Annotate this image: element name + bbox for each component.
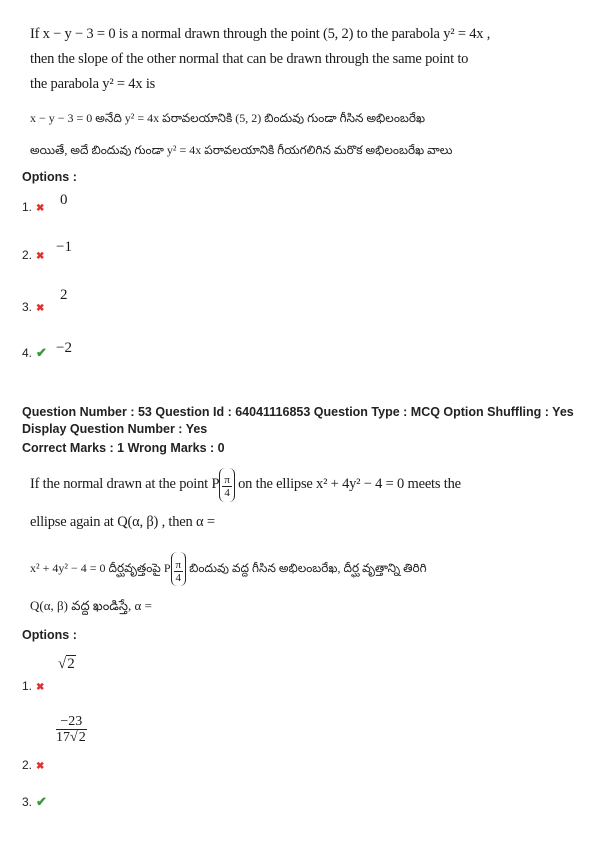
q52-option-3-value: 2 [60, 287, 68, 303]
correct-mark-icon: ✔ [36, 794, 47, 809]
fraction-denominator: 4 [224, 486, 230, 499]
wrong-mark-icon: ✖ [36, 203, 45, 214]
q53-text-line1 [30, 466, 461, 502]
q53-text-line2: ellipse again at Q(α, β) , then α = [30, 514, 215, 530]
correct-mark-icon: ✔ [36, 345, 47, 360]
option-number: 3. [22, 795, 33, 809]
q53-header-line2: Display Question Number : Yes [22, 422, 208, 436]
q52-text-line1: If x − y − 3 = 0 is a normal drawn through the point (5, 2) to the parabola y² = 4x , [30, 26, 491, 42]
fraction-denominator: 4 [175, 572, 182, 584]
q53-header-line3: Correct Marks : 1 Wrong Marks : 0 [22, 441, 225, 455]
radicand: 2 [78, 730, 86, 746]
coefficient: 17 [56, 730, 70, 746]
q53-options-label: Options : [22, 628, 77, 642]
q52-option-1-value: 0 [60, 192, 68, 208]
option-number: 1. [22, 679, 33, 693]
wrong-mark-icon: ✖ [36, 761, 45, 772]
q53-text-post: on the ellipse x² + 4y² − 4 = 0 meets the [238, 476, 461, 492]
angle-fraction [219, 468, 234, 502]
wrong-mark-icon: ✖ [36, 303, 45, 314]
q53-telugu-pre: x² + 4y² − 4 = 0 దీర్ఘవృత్తంపై P [30, 561, 171, 575]
q52-text-line2: then the slope of the other normal that can be drawn through the same point to [30, 51, 469, 67]
q53-text-pre: If the normal drawn at the point P [30, 476, 220, 492]
q53-option-1 [22, 677, 44, 695]
option-number: 2. [22, 758, 33, 772]
q52-option-3 [22, 298, 44, 316]
q53-option-2 [22, 756, 44, 774]
fraction-denominator [56, 730, 87, 745]
q52-options-label: Options : [22, 170, 77, 184]
option-number: 1. [22, 200, 33, 214]
option-number: 3. [22, 300, 33, 314]
angle-fraction [171, 552, 187, 586]
q52-text-line3: the parabola y² = 4x is [30, 76, 156, 92]
q52-telugu-line1: x − y − 3 = 0 అనేది y² = 4x పరావలయానికి (5, 2) బిందువు గుండా గీసిన అభిలంబరేఖ [30, 111, 426, 125]
option-number: 4. [22, 346, 33, 360]
radicand: 2 [67, 656, 75, 672]
q52-option-4 [22, 344, 47, 362]
fraction [56, 714, 87, 746]
square-root: √2 [70, 730, 86, 746]
fraction-numerator: π [224, 473, 230, 486]
q53-telugu-line2: Q(α, β) వద్ద ఖండిస్తే, α = [30, 598, 152, 613]
fraction-numerator: π [175, 558, 182, 571]
q53-telugu-post: బిందువు వద్ద గీసిన అభిలంబరేఖ, దీర్ఘ వృత్తాన్ని తిరిగి [189, 561, 427, 575]
q52-telugu-line2: అయితే, అదే బిందువు గుండా y² = 4x పరావలయానికి గీయగలిగిన మరొక అభిలంబరేఖ వాలు [30, 143, 453, 157]
q52-option-2-value: −1 [56, 239, 72, 255]
wrong-mark-icon: ✖ [36, 682, 45, 693]
q53-option-2-value [56, 714, 87, 746]
option-number: 2. [22, 248, 33, 262]
square-root: √2 [58, 656, 75, 672]
wrong-mark-icon: ✖ [36, 251, 45, 262]
fraction-numerator: −23 [56, 714, 87, 730]
q53-option-1-value [58, 656, 76, 673]
q52-option-4-value: −2 [56, 340, 72, 356]
q53-header-line1: Question Number : 53 Question Id : 64041116853 Question Type : MCQ Option Shuffling : Yes [22, 405, 574, 419]
q52-option-2 [22, 246, 44, 264]
q52-option-1 [22, 198, 44, 216]
q53-telugu-line1 [30, 550, 427, 586]
q53-option-3 [22, 793, 47, 811]
